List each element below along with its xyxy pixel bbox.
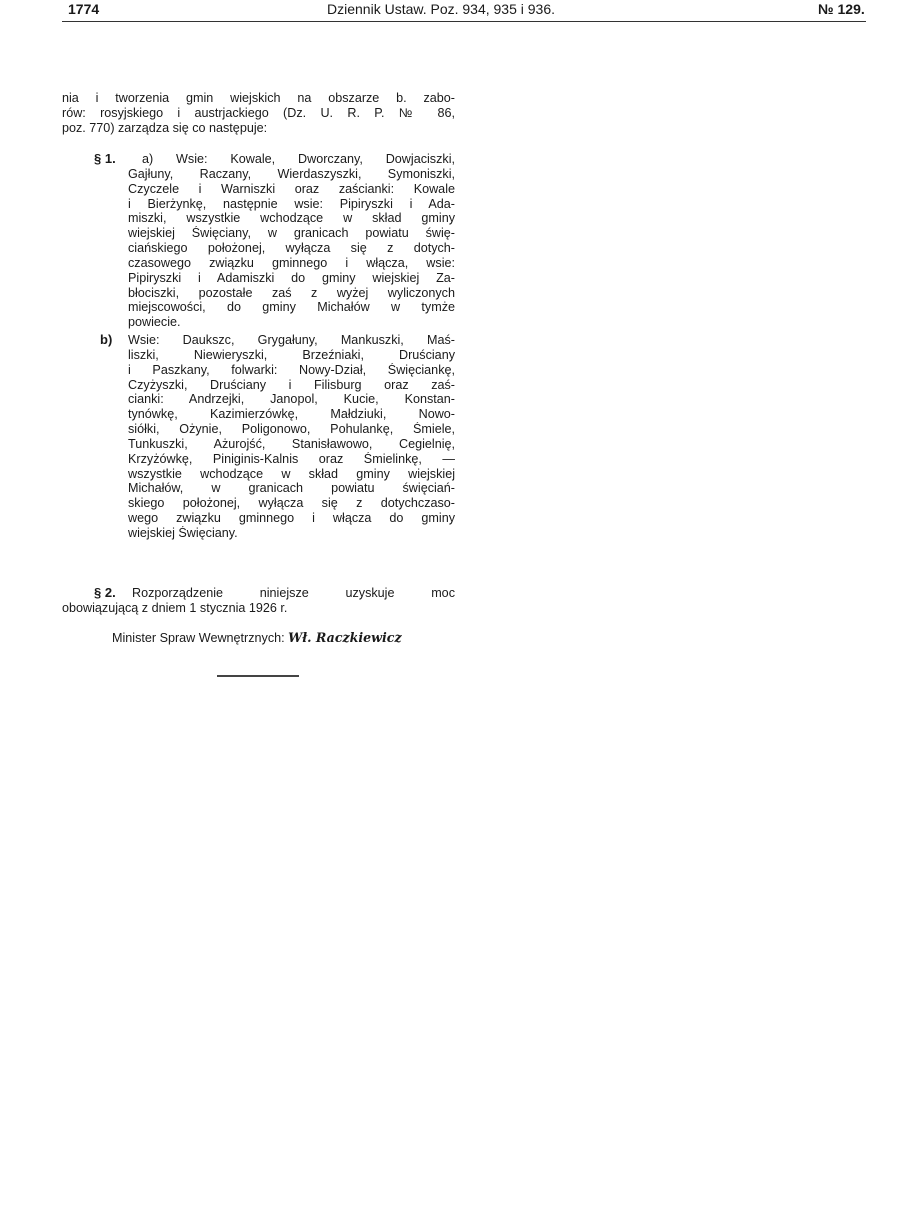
header-rule — [62, 21, 866, 22]
text-line: Gajłuny, Raczany, Wierdaszyszki, Symoniszki, — [128, 166, 455, 181]
text-line: liszki, Niewieryszki, Brzeźniaki, Druściany — [128, 347, 455, 362]
text-line: poz. 770) zarządza się co następuje: — [62, 120, 268, 135]
text-line: wiejskiej Święciany, w granicach powiatu świę- — [128, 226, 455, 241]
text-line: Rozporządzenie niniejsze uzyskuje moc — [132, 586, 455, 600]
text-line: wszystkie wchodzące w skład gminy wiejskiej — [128, 466, 455, 481]
signature-block — [112, 630, 402, 645]
text-line: obowiązującą z dniem 1 stycznia 1926 r. — [62, 600, 288, 615]
text-line: i Paszkany, folwarki: Nowy-Dział, Święciankę, — [128, 362, 455, 377]
text-line: rów: rosyjskiego i austrjackiego (Dz. U. R. P. № 86, — [62, 105, 455, 120]
page-number: 1774 — [68, 1, 100, 17]
text-line: nia i tworzenia gmin wiejskich na obszarze b. zabo- — [62, 91, 455, 105]
text-line: Wsie: Daukszc, Grygałuny, Mankuszki, Maś- — [128, 333, 455, 347]
text-line: Pipiryszki i Adamiszki do gminy wiejskiej Za- — [128, 270, 455, 285]
end-rule — [217, 675, 299, 677]
section-1b — [62, 333, 455, 541]
text-line: Michałów, w granicach powiatu święciań- — [128, 481, 455, 496]
text-line: powiecie. — [128, 315, 181, 330]
text-line: tynówkę, Kazimierzówkę, Małdziuki, Nowo- — [128, 407, 455, 422]
text-line: wiejskiej Święciany. — [128, 525, 238, 540]
text-line: i Bierżynkę, następnie wsie: Pipiryszki i Ada- — [128, 196, 455, 211]
intro-paragraph — [62, 91, 455, 136]
section-1-mark: § 1. — [94, 151, 116, 166]
signature-name: Wł. Raczkiewicz — [288, 630, 402, 645]
text-line: ciańskiego położonej, wyłącza się z dotych- — [128, 241, 455, 256]
text-line: Czyczele i Warniszki oraz zaścianki: Kowale — [128, 181, 455, 196]
text-line: wego związku gminnego i włącza do gminy — [128, 511, 455, 526]
signature-label: Minister Spraw Wewnętrznych: — [112, 631, 285, 645]
section-1a — [62, 152, 455, 330]
text-line: skiego położonej, wyłącza się z dotychczaso- — [128, 496, 455, 511]
text-line: a) Wsie: Kowale, Dworczany, Dowjaciszki, — [142, 152, 455, 166]
text-line: miejscowości, do gminy Michałów w tymże — [128, 300, 455, 315]
section-1b-mark: b) — [100, 332, 113, 347]
text-line: Czyżyszki, Druściany i Filisburg oraz zaś- — [128, 377, 455, 392]
text-line: czasowego związku gminnego i włącza, wsie: — [128, 255, 455, 270]
text-line: błociszki, pozostałe zaś z wyżej wyliczonych — [128, 285, 455, 300]
issue-number: № 129. — [818, 1, 865, 17]
text-line: Tunkuszki, Ażurojść, Stanisławowo, Cegielnię, — [128, 436, 455, 451]
text-line: siółki, Ożynie, Poligonowo, Pohulankę, Śmiele, — [128, 422, 455, 437]
section-2-mark: § 2. — [94, 585, 116, 600]
section-2 — [62, 586, 455, 616]
text-line: miszki, wszystkie wchodzące w skład gminy — [128, 211, 455, 226]
text-line: cianki: Andrzejki, Janopol, Kucie, Konstan- — [128, 392, 455, 407]
journal-title: Dziennik Ustaw. Poz. 934, 935 i 936. — [327, 1, 556, 17]
text-line: Krzyżówkę, Piniginis-Kalnis oraz Śmielinkę, — — [128, 451, 455, 466]
